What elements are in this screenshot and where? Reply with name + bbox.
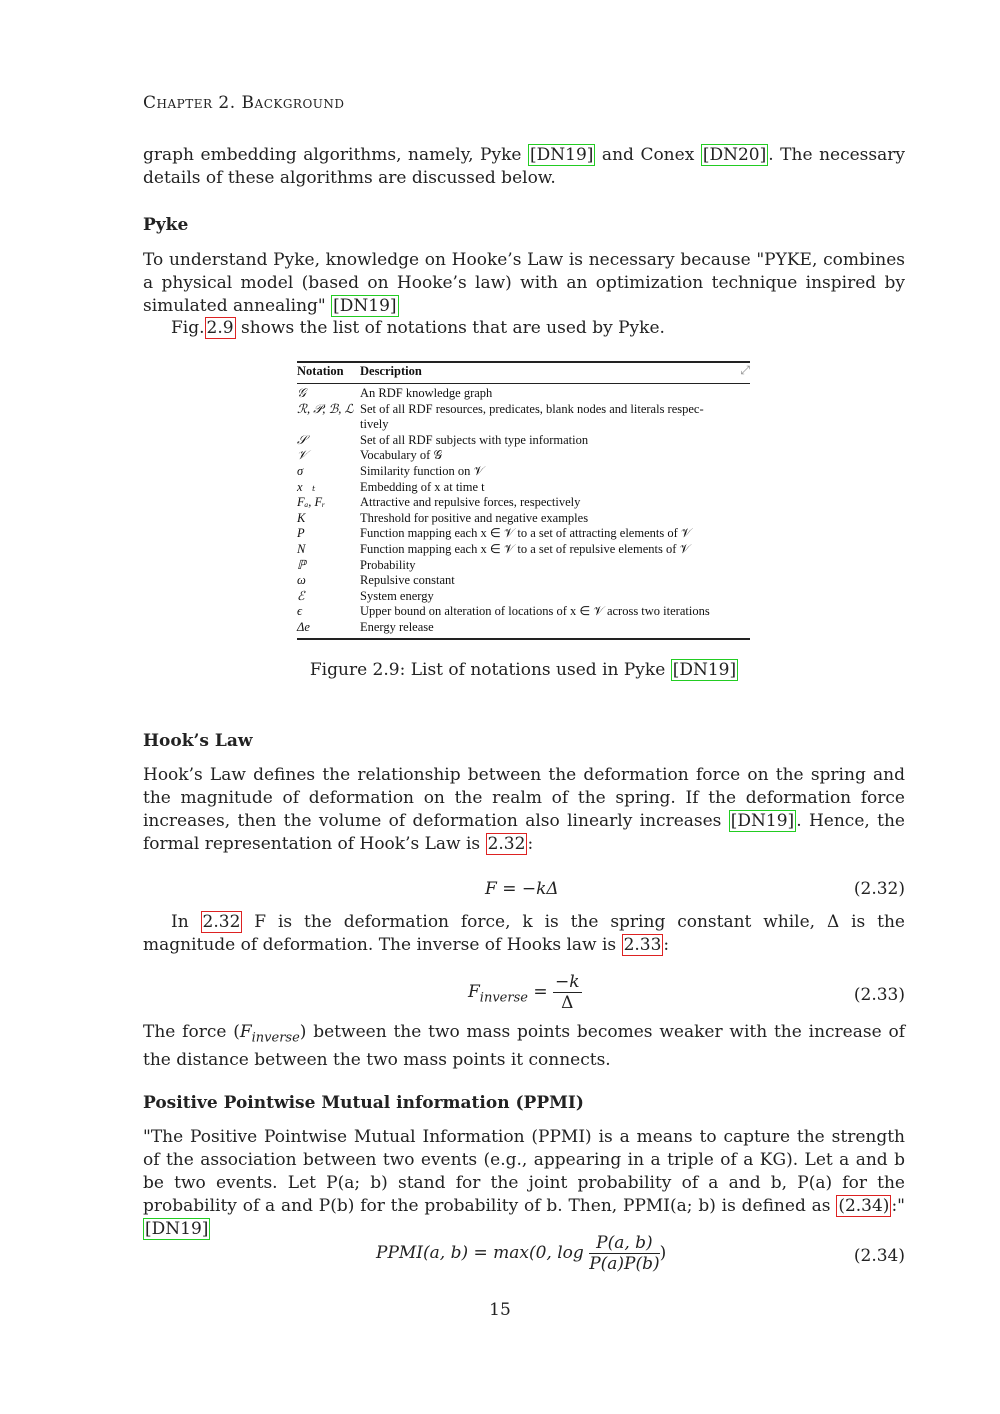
notation-description: Function mapping each x ∈ 𝒱 to a set of attracting elements of 𝒱 [360,526,692,541]
notation-symbol: ℙ [297,557,306,572]
intro-text: graph embedding algorithms, namely, Pyke [143,145,528,165]
equation-number: (2.32) [853,879,905,899]
notation-symbol: x⃗ₜ [297,479,316,494]
table-row [297,511,750,527]
eq-symbol: F [468,982,480,1002]
ppmi-text: "The Positive Pointwise Mutual Information (PPMI) is a means to capture the strength of the association between two events (e.g., appearing in a triple of a KG). Let a and b be two events. Let P(a; b) stand for the joint probability of a and b, P(a) for the probability of a and P(b) for the probability of b. Then, PPMI(a; b) is defined as [143,1127,905,1216]
notation-description: System energy [360,588,434,603]
citation-link[interactable]: [DN19] [672,660,737,680]
equation-2-33 [468,972,582,1013]
section-heading-pyke: Pyke [143,215,189,235]
notation-description: Similarity function on 𝒱 [360,463,484,478]
pyke-text: To understand Pyke, knowledge on Hooke’s Law is necessary because "PYKE, combines a physical model (based on Hooke’s law) with an optimization technique inspired by simulated annealing" [143,250,905,316]
eq-close-paren: ) [659,1243,667,1263]
force-text: The force ( [143,1022,240,1042]
notation-symbol: ℰ [297,588,305,603]
notation-description: Function mapping each x ∈ 𝒱 to a set of repulsive elements of 𝒱 [360,541,690,556]
table-row [297,495,750,511]
notation-symbol: ϵ [297,604,303,619]
caption-text: Figure 2.9: List of notations used in Pyke [309,660,671,680]
force-text: ) between the two mass points becomes weaker with the increase of the distance between the two mass points it connects. [143,1022,905,1071]
equation-ref-link[interactable]: 2.33 [623,935,662,955]
notation-symbol: 𝒮 [297,432,307,447]
notation-description: Set of all RDF resources, predicates, blank nodes and literals respec- [360,401,704,416]
intro-paragraph [143,144,905,190]
notation-symbol: P [297,526,305,541]
table-row [297,558,750,574]
hooks-text: : [527,834,534,854]
running-header: Chapter 2. Background [143,93,345,113]
notation-symbol: N [297,541,306,556]
notation-symbol: Fₐ, Fᵣ [297,495,326,510]
eq-numerator: −k [555,972,580,992]
eq-denominator: Δ [561,993,574,1013]
notation-description: Set of all RDF subjects with type information [360,432,589,447]
notation-table-figure [297,361,750,640]
notation-symbol: σ [297,463,304,478]
table-top-rule [297,361,750,363]
eq-lhs: PPMI(a, b) = max(0, log [376,1243,590,1263]
notation-symbol: 𝒱 [297,448,308,463]
figure-ref-link[interactable]: 2.9 [206,318,234,338]
force-paragraph [143,1021,905,1072]
eq-numerator: P(a, b) [589,1233,659,1254]
figure-caption [143,659,905,682]
table-body [297,386,750,636]
notation-description: tively [360,417,389,432]
force-symbol: F [239,1022,252,1042]
notation-description: Vocabulary of 𝒢 [360,448,443,463]
hooks-text: Hook’s Law defines the relationship between the deformation force on the spring and the magnitude of deformation on the realm of the spring. If the deformation force increases, then the volume of deformation also linearly increases [143,765,905,831]
table-row [297,480,750,496]
table-row [297,417,750,433]
notation-symbol: Δe [297,619,310,634]
col-header-description: Description [360,364,422,378]
fig-intro-text: shows the list of notations that are used by Pyke. [235,318,665,338]
notation-symbol: ω [297,573,306,588]
notation-symbol [297,417,360,433]
citation-link[interactable]: [DN19] [529,145,594,165]
equation-2-34 [376,1233,666,1274]
equation-number: (2.33) [853,985,905,1005]
citation-link[interactable]: [DN19] [730,811,795,831]
citation-link[interactable]: [DN19] [333,296,397,316]
notation-description: Probability [360,557,416,572]
fig-intro-text: Fig. [171,318,205,338]
table-row [297,402,750,418]
pyke-paragraph [143,249,905,318]
section-heading-hooks-law: Hook’s Law [143,731,253,751]
table-row [297,526,750,542]
hooks-after-text: : [663,935,670,955]
equation-ref-link[interactable]: 2.32 [487,834,526,854]
table-mid-rule [297,383,750,384]
eq-fraction [589,1233,659,1274]
equation-2-32: F = −kΔ [485,879,559,899]
expand-icon[interactable]: ⤢ [740,363,750,377]
notation-description: Attractive and repulsive forces, respectively [360,495,581,510]
notation-description: Energy release [360,619,434,634]
eq-fraction [553,972,582,1013]
hooks-paragraph [143,764,905,856]
force-subscript: inverse [251,1030,300,1046]
table-row [297,386,750,402]
col-header-notation: Notation [297,364,344,378]
hooks-after-text: F is the deformation force, k is the spring constant while, Δ is the magnitude of deformation. The inverse of Hooks law is [143,912,905,955]
citation-link[interactable]: [DN20] [702,145,767,165]
equation-ref-link[interactable]: (2.34) [838,1196,890,1216]
equation-ref-link[interactable]: 2.32 [202,912,241,932]
notation-symbol: 𝒢 [297,386,306,400]
citation-link[interactable]: [DN19] [145,1219,209,1239]
table-row [297,573,750,589]
table-row [297,604,750,620]
equation-number: (2.34) [853,1246,905,1266]
table-bottom-rule [297,638,750,640]
notation-description: Threshold for positive and negative examples [360,510,589,525]
hooks-after-paragraph [143,911,905,957]
notation-symbol: ℛ, 𝒫, ℬ, ℒ [297,401,354,416]
section-heading-ppmi: Positive Pointwise Mutual information (PPMI) [143,1093,584,1113]
table-row [297,433,750,449]
notation-symbol: K [297,510,306,525]
ppmi-text: :" [891,1196,905,1216]
eq-operator: = [527,982,554,1002]
table-row [297,542,750,558]
eq-subscript: inverse [479,990,528,1006]
table-row [297,620,750,636]
table-row [297,464,750,480]
notation-description: Repulsive constant [360,573,455,588]
intro-text: . The necessary details of these algorithms are discussed below. [143,145,905,188]
table-row [297,589,750,605]
intro-text: and Conex [595,145,701,165]
notation-description: Upper bound on alteration of locations of x ∈ 𝒱 across two iterations [360,604,710,619]
notation-description: Embedding of x at time t [360,479,485,494]
ppmi-paragraph [143,1126,905,1241]
hooks-text: . Hence, the formal representation of Hook’s Law is [143,811,905,854]
hooks-after-text: In [171,912,201,932]
fig-intro-paragraph [143,317,905,340]
notation-description: An RDF knowledge graph [360,386,493,400]
table-row [297,448,750,464]
eq-denominator: P(a)P(b) [589,1254,660,1274]
page-number: 15 [489,1300,511,1320]
